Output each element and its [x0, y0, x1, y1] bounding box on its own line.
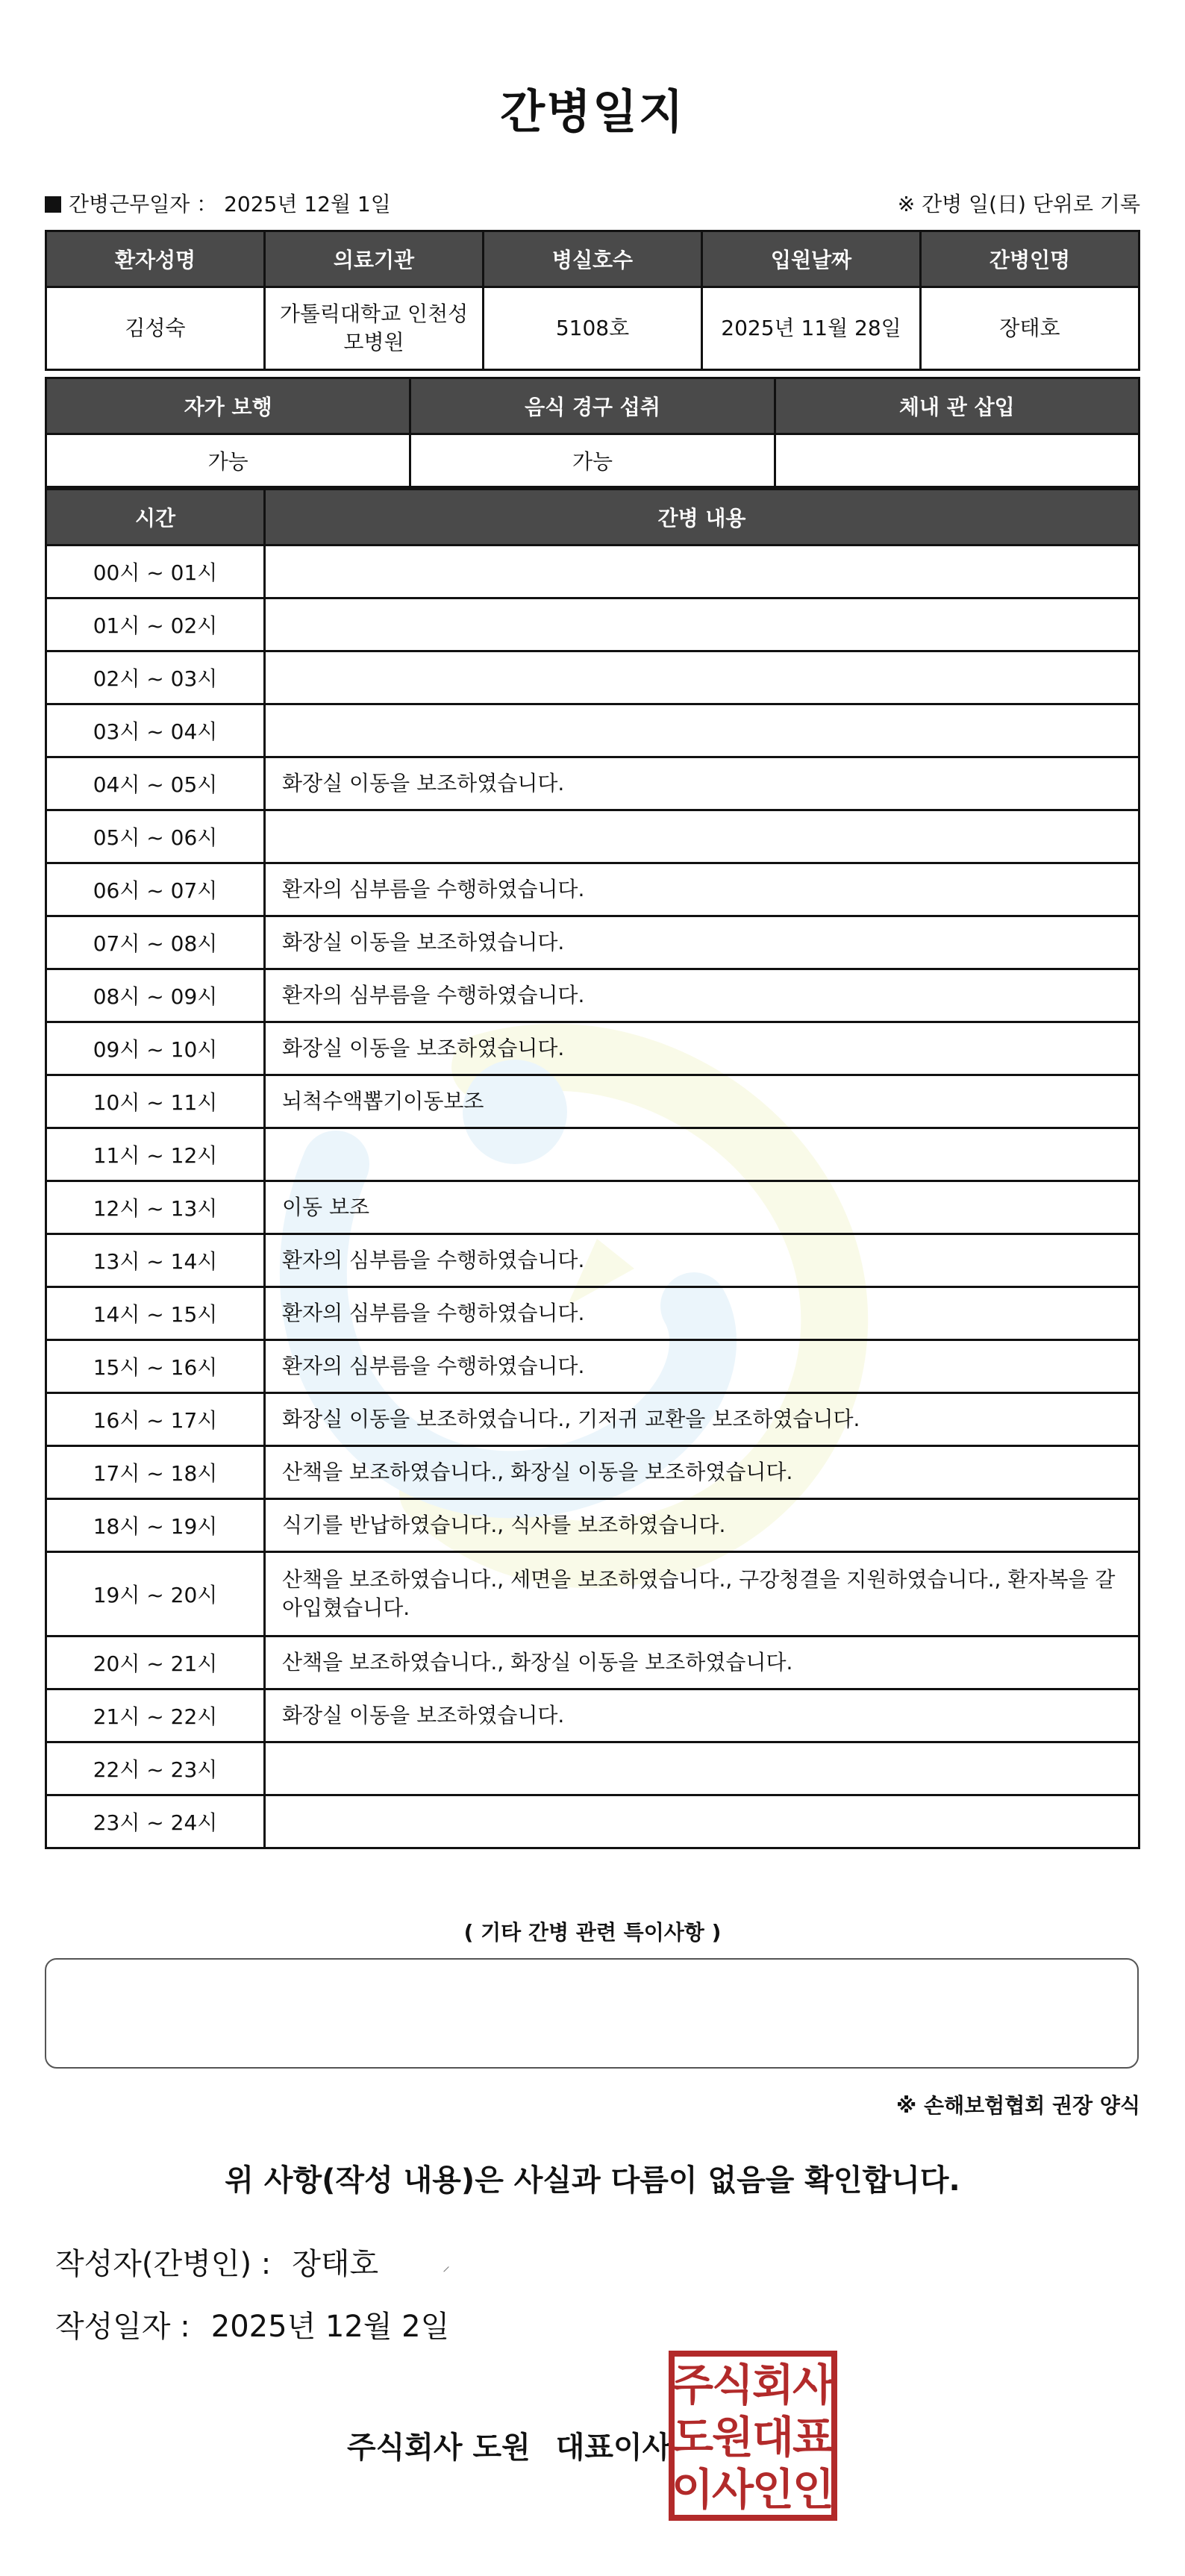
log-content — [265, 810, 1139, 863]
writer-name: 장태호 — [292, 2247, 379, 2281]
log-content: 환자의 심부름을 수행하였습니다. — [265, 863, 1139, 916]
log-time: 09시 ~ 10시 — [46, 1022, 265, 1075]
patient-info-table — [45, 230, 1140, 371]
log-time: 07시 ~ 08시 — [46, 916, 265, 969]
log-time: 19시 ~ 20시 — [46, 1552, 265, 1636]
log-time: 04시 ~ 05시 — [46, 757, 265, 810]
log-content — [265, 1742, 1139, 1795]
log-time: 21시 ~ 22시 — [46, 1689, 265, 1742]
written-date-line — [55, 2303, 449, 2345]
care-log-table — [45, 488, 1140, 1849]
table-row — [46, 969, 1139, 1022]
page-title: 간병일지 — [500, 84, 685, 139]
seal-character: 표 — [792, 2412, 835, 2463]
log-time: 13시 ~ 14시 — [46, 1234, 265, 1287]
seal-character: 대 — [751, 2412, 795, 2463]
log-content — [265, 1795, 1139, 1848]
table-row — [46, 1340, 1139, 1393]
header-room: 병실호수 — [484, 231, 702, 287]
signature-mark: ⸝ — [443, 2257, 450, 2275]
log-time: 02시 ~ 03시 — [46, 651, 265, 704]
log-content: 화장실 이동을 보조하였습니다. — [265, 1689, 1139, 1742]
special-notes-title: ( 기타 간병 관련 특이사항 ) — [463, 1920, 722, 1945]
company-seal-stamp — [669, 2351, 837, 2521]
table-row — [46, 757, 1139, 810]
log-time: 11시 ~ 12시 — [46, 1128, 265, 1181]
header-hospital: 의료기관 — [265, 231, 484, 287]
table-row — [46, 434, 1139, 487]
table-row — [46, 916, 1139, 969]
special-notes-box — [45, 1958, 1139, 2069]
log-content: 뇌척수액뽑기이동보조 — [265, 1075, 1139, 1128]
company-name: 주식회사 도원 — [347, 2430, 531, 2465]
log-content: 화장실 이동을 보조하였습니다. — [265, 1022, 1139, 1075]
table-row — [46, 1234, 1139, 1287]
log-time: 23시 ~ 24시 — [46, 1795, 265, 1848]
log-content: 화장실 이동을 보조하였습니다. — [265, 916, 1139, 969]
hospital: 가톨릭대학교 인천성모병원 — [265, 287, 484, 370]
log-time: 01시 ~ 02시 — [46, 598, 265, 651]
log-time: 08시 ~ 09시 — [46, 969, 265, 1022]
log-content: 이동 보조 — [265, 1181, 1139, 1234]
log-time: 10시 ~ 11시 — [46, 1075, 265, 1128]
log-time: 22시 ~ 23시 — [46, 1742, 265, 1795]
header-patient-name: 환자성명 — [46, 231, 265, 287]
seal-character: 주 — [671, 2360, 714, 2410]
seal-character: 도 — [671, 2412, 714, 2463]
header-care-content: 간병 내용 — [265, 490, 1139, 545]
log-time: 15시 ~ 16시 — [46, 1340, 265, 1393]
work-date-label: 간병근무일자 — [69, 192, 190, 216]
writer-label: 작성자(간병인) : — [55, 2247, 272, 2281]
admission-date: 2025년 11월 28일 — [702, 287, 921, 370]
company-signature — [347, 2424, 671, 2466]
log-content — [265, 1128, 1139, 1181]
log-content — [265, 598, 1139, 651]
log-time: 03시 ~ 04시 — [46, 704, 265, 757]
room-number: 5108호 — [484, 287, 702, 370]
log-time: 00시 ~ 01시 — [46, 545, 265, 598]
recommendation-note: ※ 손해보험협회 권장 양식 — [896, 2093, 1140, 2118]
table-row — [46, 1795, 1139, 1848]
log-content: 환자의 심부름을 수행하였습니다. — [265, 969, 1139, 1022]
table-row — [46, 1636, 1139, 1689]
table-row — [46, 1499, 1139, 1552]
seal-character: 이 — [671, 2464, 714, 2515]
table-row — [46, 1128, 1139, 1181]
table-row — [46, 863, 1139, 916]
table-row — [46, 1022, 1139, 1075]
log-time: 18시 ~ 19시 — [46, 1499, 265, 1552]
log-content: 환자의 심부름을 수행하였습니다. — [265, 1287, 1139, 1340]
confirmation-statement: 위 사항(작성 내용)은 사실과 다름이 없음을 확인합니다. — [225, 2163, 960, 2198]
caregiver-name: 장태호 — [921, 287, 1139, 370]
seal-character: 인 — [751, 2464, 795, 2515]
log-content — [265, 545, 1139, 598]
table-header-row — [46, 490, 1139, 545]
written-date-value: 2025년 12월 2일 — [210, 2310, 450, 2344]
log-time: 12시 ~ 13시 — [46, 1181, 265, 1234]
ability-table — [45, 377, 1140, 488]
log-time: 20시 ~ 21시 — [46, 1636, 265, 1689]
header-caregiver-name: 간병인명 — [921, 231, 1139, 287]
log-content: 화장실 이동을 보조하였습니다., 기저귀 교환을 보조하였습니다. — [265, 1393, 1139, 1446]
oral-intake-value: 가능 — [410, 434, 775, 487]
table-row — [46, 1393, 1139, 1446]
log-content: 화장실 이동을 보조하였습니다. — [265, 757, 1139, 810]
square-bullet-icon — [45, 196, 61, 213]
seal-character: 회 — [751, 2360, 795, 2410]
seal-character: 사 — [711, 2464, 754, 2515]
seal-character: 식 — [711, 2360, 754, 2410]
table-header-row — [46, 378, 1139, 434]
seal-character: 인 — [792, 2464, 835, 2515]
log-time: 06시 ~ 07시 — [46, 863, 265, 916]
header-time: 시간 — [46, 490, 265, 545]
table-row — [46, 1742, 1139, 1795]
log-time: 14시 ~ 15시 — [46, 1287, 265, 1340]
patient-name: 김성숙 — [46, 287, 265, 370]
tube-insertion-value — [775, 434, 1139, 487]
table-row — [46, 287, 1139, 370]
log-content: 산책을 보조하였습니다., 세면을 보조하였습니다., 구강청결을 지원하였습니다., 환자복을 갈아입혔습니다. — [265, 1552, 1139, 1636]
table-row — [46, 1181, 1139, 1234]
log-content: 식기를 반납하였습니다., 식사를 보조하였습니다. — [265, 1499, 1139, 1552]
table-row — [46, 651, 1139, 704]
header-admission-date: 입원날짜 — [702, 231, 921, 287]
log-content: 환자의 심부름을 수행하였습니다. — [265, 1340, 1139, 1393]
log-content: 산책을 보조하였습니다., 화장실 이동을 보조하였습니다. — [265, 1446, 1139, 1499]
header-self-walking: 자가 보행 — [46, 378, 410, 434]
log-content: 환자의 심부름을 수행하였습니다. — [265, 1234, 1139, 1287]
log-content — [265, 651, 1139, 704]
table-row — [46, 1287, 1139, 1340]
header-tube-insertion: 체내 관 삽입 — [775, 378, 1139, 434]
seal-character: 원 — [711, 2412, 754, 2463]
table-row — [46, 1446, 1139, 1499]
table-row — [46, 704, 1139, 757]
table-row — [46, 598, 1139, 651]
work-date: 간병근무일자 ： 2025년 12월 1일 — [45, 188, 391, 218]
header-oral-intake: 음식 경구 섭취 — [410, 378, 775, 434]
log-content: 산책을 보조하였습니다., 화장실 이동을 보조하였습니다. — [265, 1636, 1139, 1689]
work-date-value: 2025년 12월 1일 — [224, 192, 391, 216]
table-row — [46, 1689, 1139, 1742]
company-role: 대표이사 — [555, 2430, 672, 2465]
table-row — [46, 810, 1139, 863]
table-row — [46, 1552, 1139, 1636]
seal-character: 사 — [792, 2360, 835, 2410]
log-time: 17시 ~ 18시 — [46, 1446, 265, 1499]
written-date-label: 작성일자 : — [55, 2310, 190, 2344]
table-row — [46, 545, 1139, 598]
unit-note: ※ 간병 일(日) 단위로 기록 — [897, 192, 1140, 216]
table-header-row — [46, 231, 1139, 287]
self-walking-value: 가능 — [46, 434, 410, 487]
log-content — [265, 704, 1139, 757]
table-row — [46, 1075, 1139, 1128]
log-time: 05시 ~ 06시 — [46, 810, 265, 863]
log-time: 16시 ~ 17시 — [46, 1393, 265, 1446]
writer-line — [55, 2240, 378, 2283]
